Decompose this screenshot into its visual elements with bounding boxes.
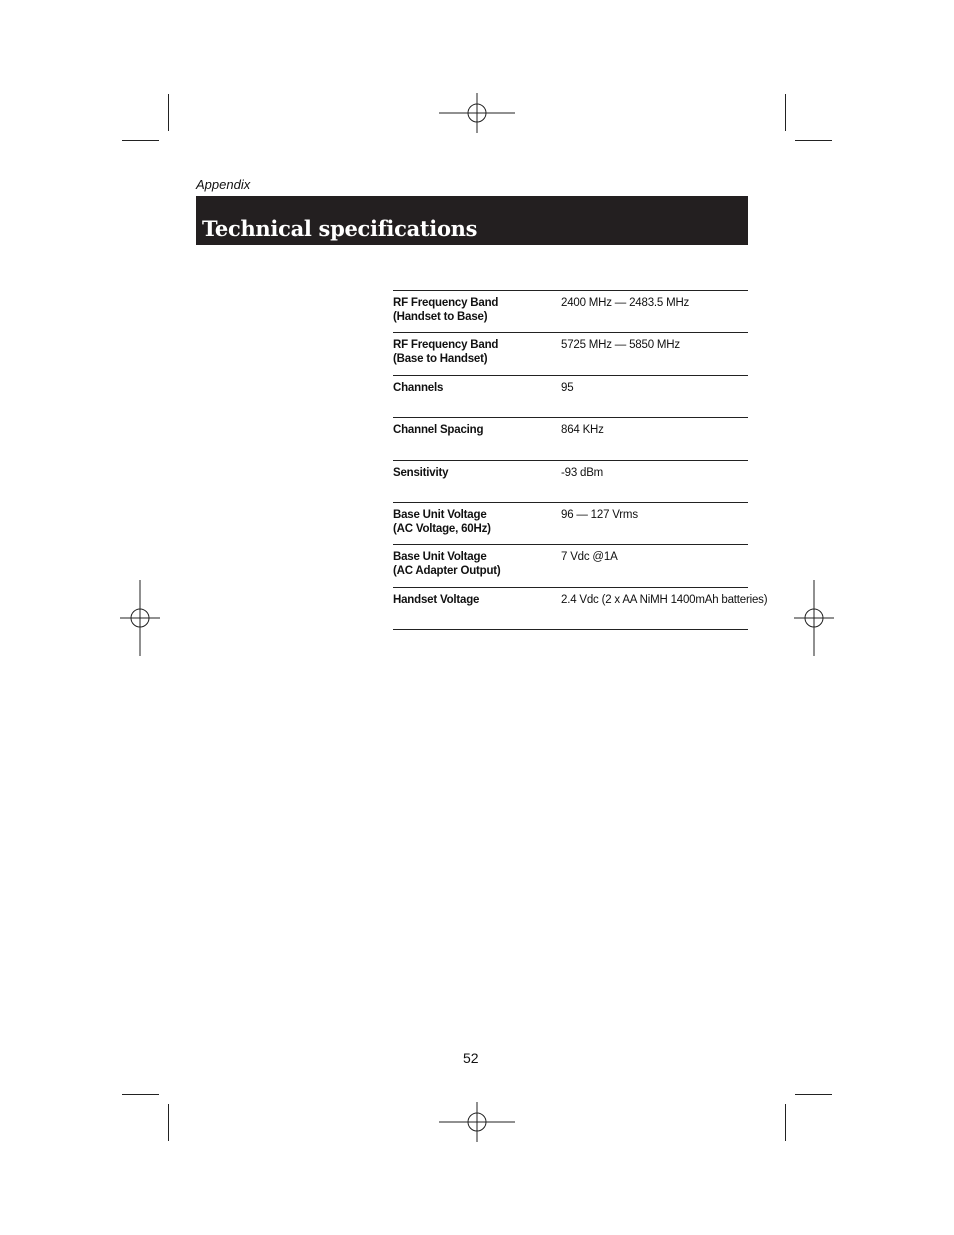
spec-value: 2400 MHz — 2483.5 MHz — [561, 297, 690, 309]
spec-value: 864 KHz — [561, 424, 604, 437]
spec-label: RF Frequency Band (Base to Handset) — [393, 339, 499, 366]
title-bar — [196, 196, 748, 245]
page-number: 52 — [463, 1050, 479, 1066]
spec-row-sensitivity — [393, 461, 748, 503]
spec-value: 96 — 127 Vrms — [561, 508, 638, 521]
section-label: Appendix — [196, 177, 251, 192]
crop-mark-top-left-vertical — [168, 94, 169, 131]
spec-row-handset-voltage — [393, 588, 768, 630]
spec-label: RF Frequency Band (Handset to Base) — [393, 297, 499, 323]
registration-mark-left-icon — [102, 580, 178, 656]
registration-mark-bottom-icon — [439, 1084, 515, 1160]
spec-value: 5725 MHz — 5850 MHz — [561, 339, 680, 352]
specifications-table — [393, 290, 768, 630]
spec-value: 7 Vdc @1A — [561, 551, 618, 564]
spec-row-channels — [393, 376, 748, 418]
spec-row-rf-base-to-handset — [393, 333, 748, 375]
spec-row-channel-spacing — [393, 418, 748, 460]
spec-row-base-unit-ac-voltage — [393, 503, 748, 545]
crop-mark-top-left-horizontal — [122, 140, 159, 141]
spec-value: 95 — [561, 381, 574, 394]
spec-row-base-unit-adapter-output — [393, 545, 748, 587]
registration-mark-top-icon — [439, 75, 515, 151]
spec-label: Handset Voltage — [393, 593, 480, 606]
spec-row-rf-handset-to-base — [393, 291, 748, 333]
page-title: Technical specifications — [202, 216, 478, 241]
spec-value: 2.4 Vdc (2 x AA NiMH 1400mAh batteries) — [561, 593, 768, 606]
spec-value: -93 dBm — [561, 466, 604, 479]
spec-label: Base Unit Voltage (AC Voltage, 60Hz) — [393, 508, 491, 535]
spec-label: Base Unit Voltage (AC Adapter Output) — [393, 551, 501, 578]
crop-mark-bottom-right-horizontal — [795, 1094, 832, 1095]
crop-mark-top-right-vertical — [785, 94, 786, 131]
crop-mark-top-right-horizontal — [795, 140, 832, 141]
registration-mark-right-icon — [776, 580, 852, 656]
spec-label: Sensitivity — [393, 466, 449, 479]
spec-label: Channels — [393, 381, 444, 394]
crop-mark-bottom-left-horizontal — [122, 1094, 159, 1095]
crop-mark-bottom-right-vertical — [785, 1104, 786, 1141]
crop-mark-bottom-left-vertical — [168, 1104, 169, 1141]
spec-label: Channel Spacing — [393, 424, 484, 437]
